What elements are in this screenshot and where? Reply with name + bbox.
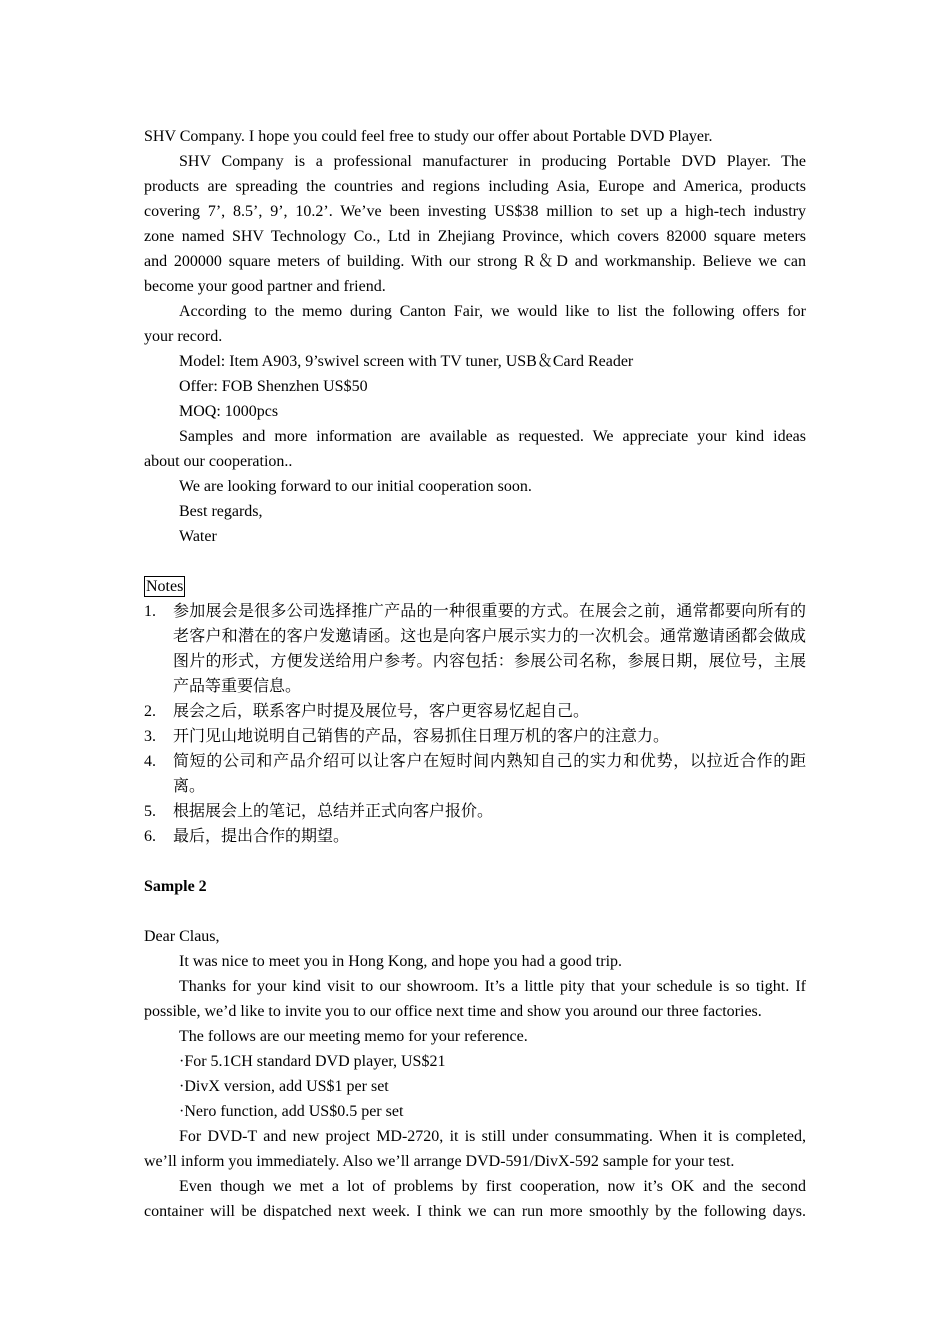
note-item xyxy=(144,599,806,699)
company-paragraph xyxy=(144,149,806,299)
visit-paragraph xyxy=(144,974,806,1024)
note-item xyxy=(144,699,806,724)
regards-line: Best regards, xyxy=(179,503,263,520)
note-number: 6. xyxy=(144,828,156,845)
offer-price: Offer: FOB Shenzhen US$50 xyxy=(179,378,368,395)
list-item: ·DivX version, add US$1 per set xyxy=(179,1078,389,1095)
intro-line: SHV Company. I hope you could feel free to study our offer about Portable DVD Player. xyxy=(144,128,713,145)
note-text: 最后，提出合作的期望。 xyxy=(173,828,350,845)
note-number: 3. xyxy=(144,728,156,745)
sample2-heading: Sample 2 xyxy=(144,878,207,895)
note-text: 展会之后，联系客户时提及展位号，客户更容易忆起自己。 xyxy=(173,703,590,720)
text-line: become your good partner and friend. xyxy=(144,278,386,295)
note-number: 4. xyxy=(144,753,156,770)
text-line: your record. xyxy=(144,328,223,345)
text-line: Even though we met a lot of problems by first cooperation, now it’s OK and the second xyxy=(179,1178,806,1195)
note-text: 根据展会上的笔记，总结并正式向客户报价。 xyxy=(173,803,494,820)
text-line: SHV Company is a professional manufacturer in producing Portable DVD Player. The xyxy=(179,153,806,170)
memo-list xyxy=(144,1049,806,1124)
spacer xyxy=(144,899,806,924)
text-line: zone named SHV Technology Co., Ltd in Zhejiang Province, which covers 82000 square meters xyxy=(144,228,806,245)
note-number: 2. xyxy=(144,703,156,720)
text-line: Samples and more information are available as requested. We appreciate your kind ideas xyxy=(179,428,806,445)
text-line: Thanks for your kind visit to our showroom. It’s a little pity that your schedule is so tight. If xyxy=(179,978,806,995)
notes-list xyxy=(144,599,806,849)
memo-intro: The follows are our meeting memo for your reference. xyxy=(179,1028,528,1045)
memo-paragraph xyxy=(144,299,806,349)
samples-paragraph xyxy=(144,424,806,474)
note-item xyxy=(144,824,806,849)
text-line: products are spreading the countries and regions including Asia, Europe and America, products xyxy=(144,178,806,195)
text-line: about our cooperation.. xyxy=(144,453,293,470)
note-number: 1. xyxy=(144,603,156,620)
notes-heading-row xyxy=(144,574,806,599)
document-page xyxy=(144,124,806,1224)
text-line: possible, we’d like to invite you to our office next time and show you around our three factories. xyxy=(144,1003,762,1020)
text-line: we’ll inform you immediately. Also we’ll arrange DVD-591/DivX-592 sample for your test. xyxy=(144,1153,735,1170)
note-number: 5. xyxy=(144,803,156,820)
note-item xyxy=(144,749,806,799)
project-paragraph xyxy=(144,1124,806,1174)
closing-line: We are looking forward to our initial cooperation soon. xyxy=(179,478,532,495)
offer-model: Model: Item A903, 9’swivel screen with TV tuner, USB＆Card Reader xyxy=(179,353,634,370)
notes-title: Notes xyxy=(146,578,184,595)
note-item xyxy=(144,799,806,824)
text-line: and 200000 square meters of building. With our strong R＆D and workmanship. Believe we can xyxy=(144,253,806,270)
offer-moq: MOQ: 1000pcs xyxy=(179,403,279,420)
spacer xyxy=(144,549,806,574)
note-text: 参加展会是很多公司选择推广产品的一种很重要的方式。在展会之前，通常都要向所有的老客户和潜在的客户发邀请函。这也是向客户展示实力的一次机会。通常邀请函都会做成图片的形式，方便发送给用户参考。内容包括：参展公司名称，参展日期，展位号，主展产品等重要信息。 xyxy=(173,603,806,695)
list-item: ·For 5.1CH standard DVD player, US$21 xyxy=(179,1053,446,1070)
greeting-line: It was nice to meet you in Hong Kong, and hope you had a good trip. xyxy=(179,953,623,970)
salutation: Dear Claus, xyxy=(144,928,220,945)
text-line: covering 7’, 8.5’, 9’, 10.2’. We’ve been investing US$38 million to set up a high-tech industry xyxy=(144,203,806,220)
text-line: For DVD-T and new project MD-2720, it is still under consummating. When it is completed, xyxy=(179,1128,806,1145)
note-text: 简短的公司和产品介绍可以让客户在短时间内熟知自己的实力和优势，以拉近合作的距离。 xyxy=(173,753,806,795)
text-line: container will be dispatched next week. I think we can run more smoothly by the following days. xyxy=(144,1203,806,1220)
spacer xyxy=(144,849,806,874)
signature: Water xyxy=(179,528,217,545)
note-text: 开门见山地说明自己销售的产品，容易抓住日理万机的客户的注意力。 xyxy=(173,728,670,745)
text-line: According to the memo during Canton Fair, we would like to list the following offers for xyxy=(179,303,806,320)
note-item xyxy=(144,724,806,749)
list-item: ·Nero function, add US$0.5 per set xyxy=(179,1103,404,1120)
cooperation-paragraph xyxy=(144,1174,806,1224)
